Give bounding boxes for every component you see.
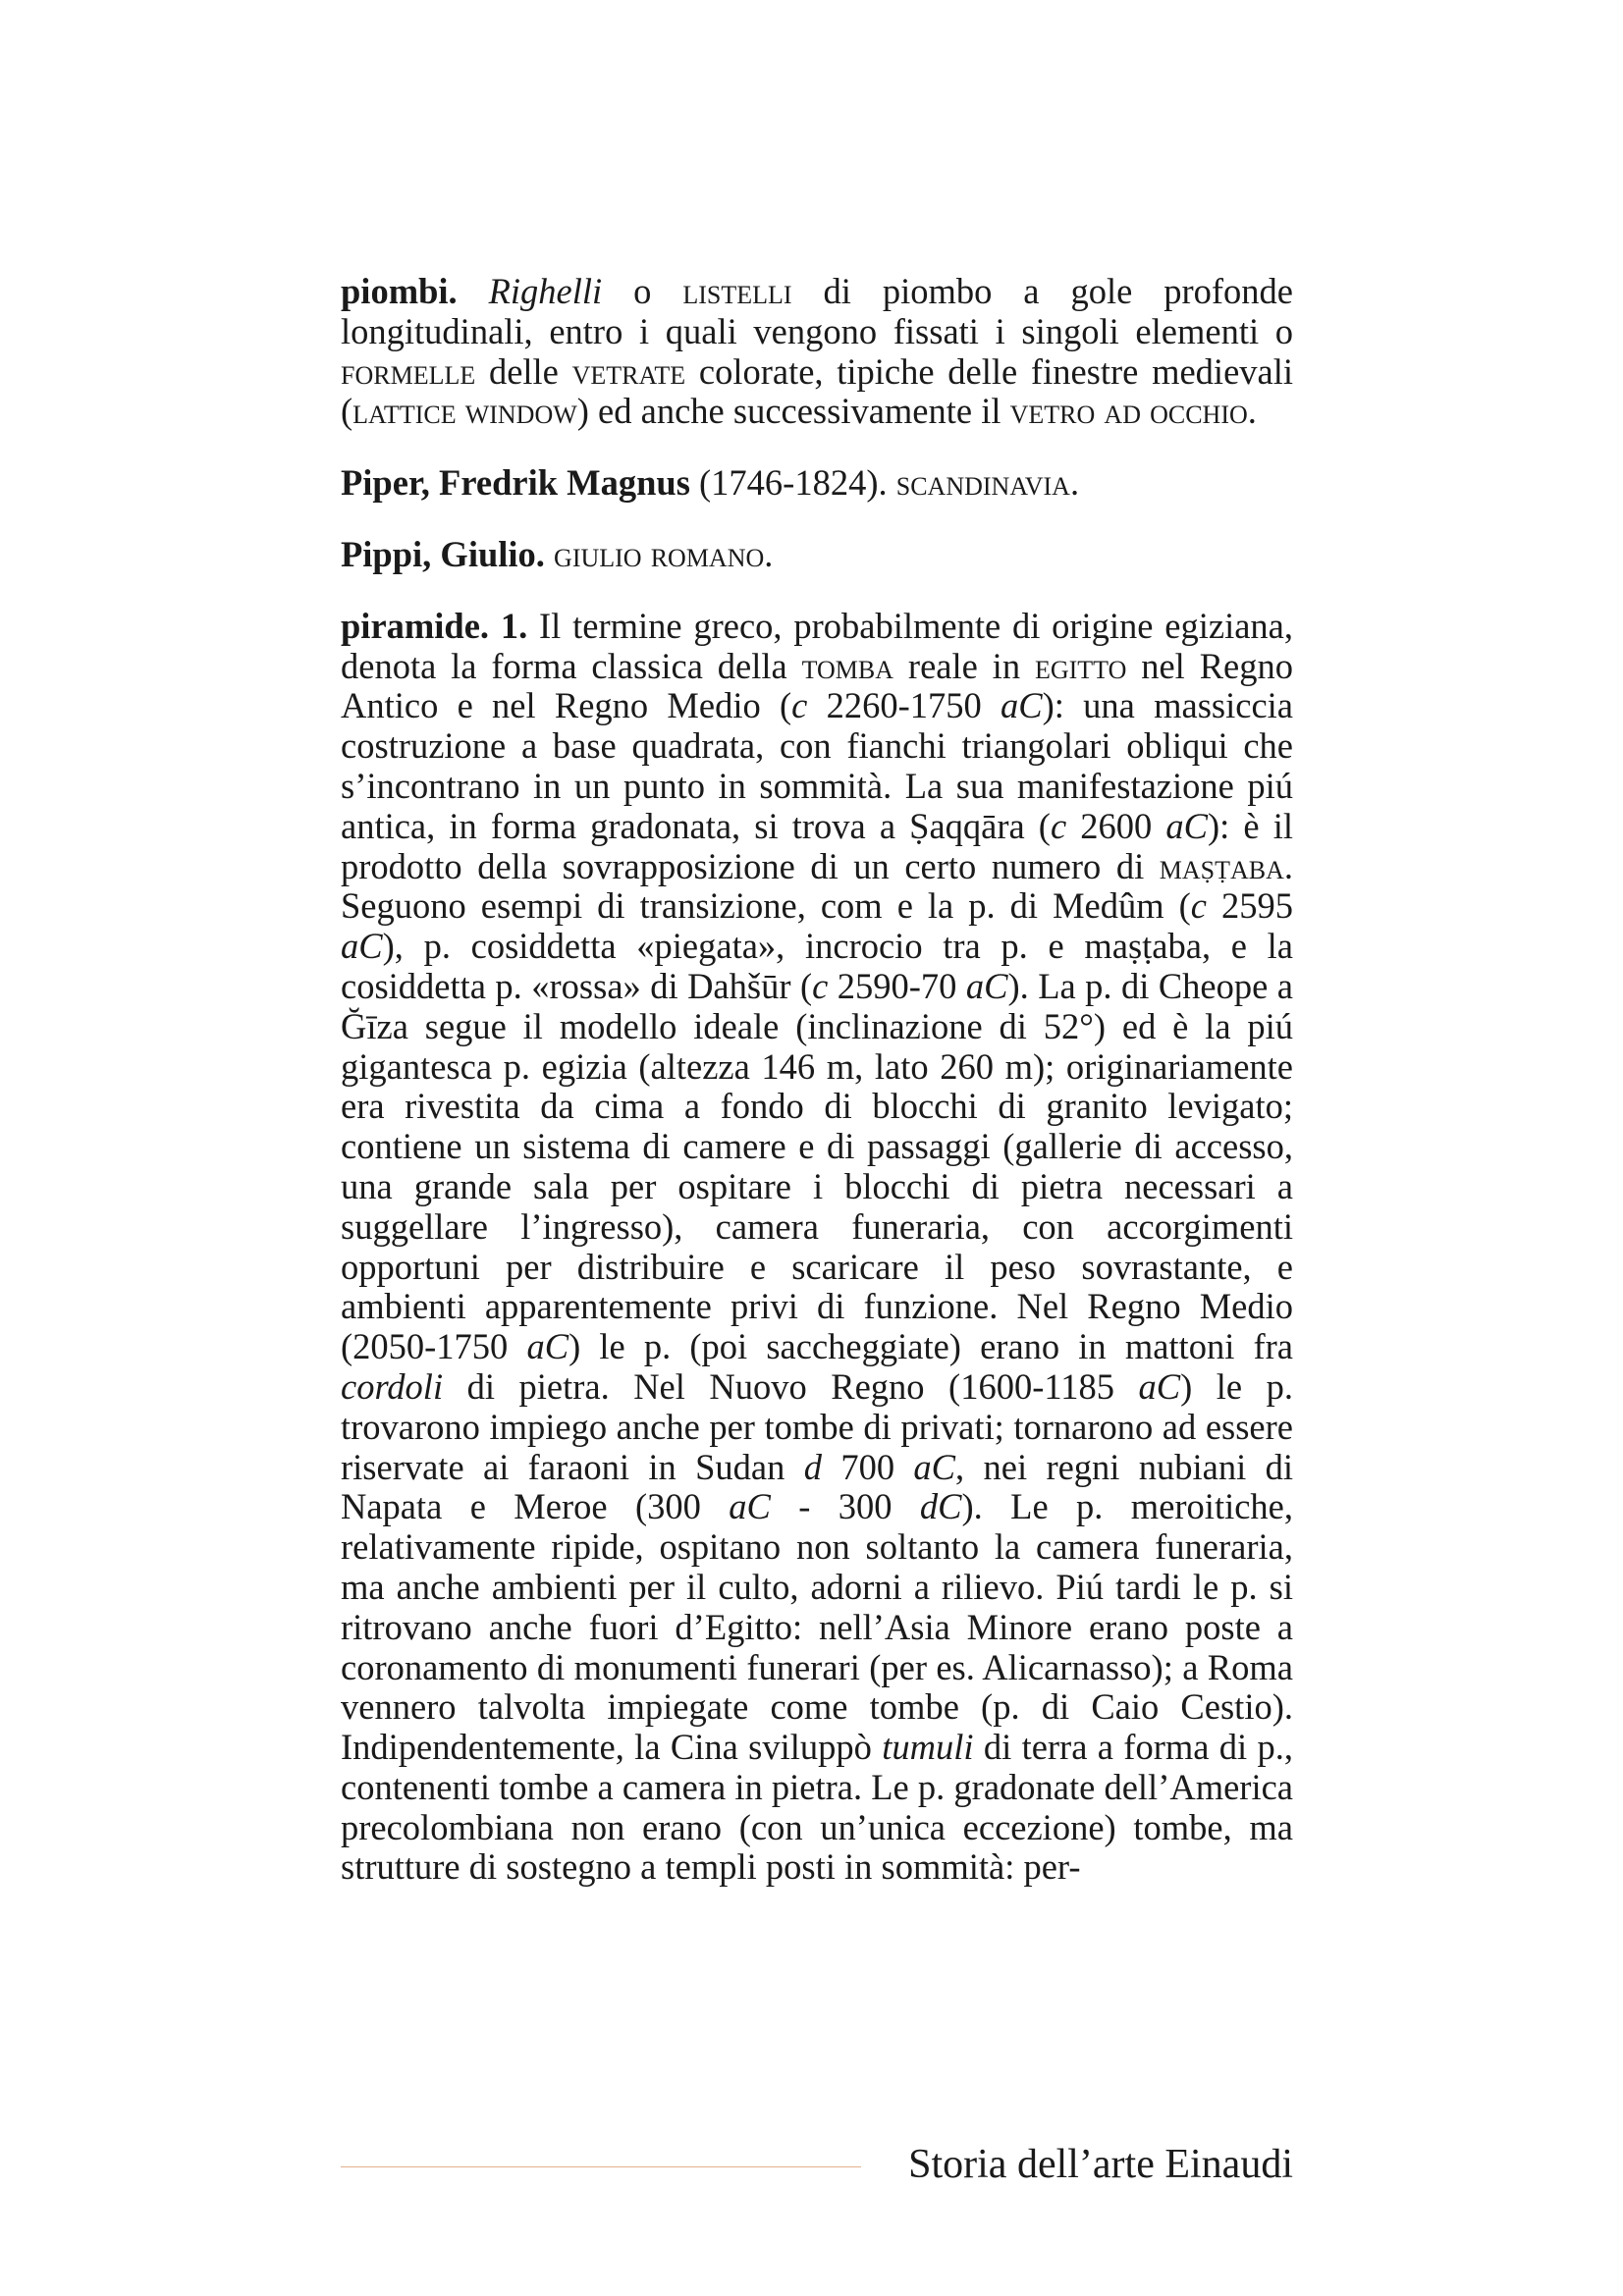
text-run: ). Le p. meroitiche, relativamente ripide, ospitano non soltanto la camera funeraria, ma anche ambienti per il culto, adorni a rilievo. Piú tardi le p. si ritrovano anche fuori d’Egitto: nell’Asia Minore erano poste a coronamento di monumenti funerari (per es. Alicarnasso); a Roma vennero talvolta impiegate come tombe (p. di Caio Cestio). Indipendentemente, la Cina sviluppò	[341, 1486, 1294, 1768]
text-run: .	[1069, 462, 1080, 504]
text-run	[545, 534, 554, 574]
entry-text	[690, 462, 1079, 503]
text-run: , nei regni nubiani di Napata e Meroe (300	[341, 1446, 1294, 1527]
text-run: (1746-1824).	[689, 462, 896, 504]
cross-reference: listelli	[682, 271, 792, 311]
text-run	[458, 271, 489, 311]
text-run: ) le p. trovarono impiego anche per tombe di privati; tornarono ad essere riservate ai faraoni in Sudan	[341, 1365, 1293, 1487]
italic-term: dC	[919, 1486, 962, 1527]
text-run: o	[602, 271, 683, 311]
cross-reference: vetro ad occhio	[1009, 391, 1248, 432]
italic-term: aC	[526, 1326, 569, 1367]
text-run: di terra a forma di p., contenenti tombe a camera in pietra. Le p. gradonate dell’America precolombiana non erano (con un’unica eccezione) tombe, ma strutture di sostegno a templi posti in sommità: per-	[341, 1727, 1293, 1888]
text-run: ) le p. (poi saccheggiate) erano in mattoni fra	[568, 1326, 1294, 1367]
text-run: nel Regno Antico e nel Regno Medio (	[341, 645, 1293, 726]
text-run: .	[1247, 391, 1257, 432]
italic-term: c	[812, 965, 829, 1006]
text-run: delle	[475, 350, 572, 392]
entry-text	[341, 606, 1293, 1888]
italic-term: aC	[965, 965, 1008, 1006]
cross-reference: scandinavia	[895, 462, 1070, 504]
footer-rule	[341, 2166, 861, 2167]
italic-term: c	[1050, 805, 1067, 846]
text-run: 700	[821, 1446, 914, 1487]
text-run: - 300	[770, 1486, 920, 1527]
text-run: ): una massiccia costruzione a base quadrata, con fianchi triangolari obliqui che s’incontrano in un punto in sommità. La sua manifestazione piú antica, in forma gradonata, si trova a Ṣaqqāra (	[341, 685, 1293, 846]
text-run: 2595	[1206, 885, 1293, 927]
italic-term: aC	[729, 1486, 771, 1527]
cross-reference: formelle	[341, 350, 476, 392]
text-run: 2590-70	[828, 965, 966, 1006]
entry-piper	[341, 463, 1293, 504]
dictionary-text	[341, 272, 1293, 1888]
entry-text	[341, 271, 1293, 431]
text-run: 2260-1750	[807, 685, 1001, 726]
italic-term: aC	[913, 1446, 956, 1487]
italic-term: aC	[1138, 1365, 1181, 1407]
italic-term: aC	[1165, 805, 1209, 846]
text-run: reale in	[893, 645, 1035, 686]
text-run: di pietra. Nel Nuovo Regno (1600-1185	[443, 1365, 1139, 1407]
italic-term: aC	[1001, 685, 1043, 726]
text-run: ), p. cosiddetta «piegata», incrocio tra p. e maṣṭaba, e la cosiddetta p. «rossa» di Dahšūr (	[341, 926, 1293, 1006]
cross-reference: tomba	[801, 645, 894, 686]
footer-title: Storia dell’arte Einaudi	[908, 2142, 1293, 2187]
entry-headword: Piper, Fredrik Magnus	[341, 462, 690, 504]
cross-reference: egitto	[1034, 645, 1127, 686]
cross-reference: giulio romano	[554, 533, 765, 574]
text-run: 2600	[1066, 805, 1166, 846]
text-run: .	[764, 533, 774, 574]
text-run: Il termine greco, probabilmente di origine egiziana, denota la forma classica della	[341, 605, 1294, 686]
text-run: . Seguono esempi di transizione, com e la p. di Medûm (	[341, 845, 1293, 927]
text-run: ). La p. di Cheope a Ğīza segue il modello ideale (inclinazione di 52°) ed è la piú gigantesca p. egizia (altezza 146 m, lato 260 m); originariamente era rivestita da cima a fondo di blocchi di granito levigato; contiene un sistema di camere e di passaggi (gallerie di accesso, una grande sala per ospitare i blocchi di pietra necessari a suggellare l’ingresso), camera funeraria, con accorgimenti opportuni per distribuire e scaricare il peso sovrastante, e ambienti apparentemente privi di funzione. Nel Regno Medio (2050-1750	[341, 965, 1293, 1367]
entry-text	[545, 534, 773, 574]
cross-reference: vetrate	[571, 350, 686, 392]
cross-reference: lattice window	[352, 391, 577, 432]
text-run: colorate, tipiche delle finestre medievali (	[341, 350, 1294, 432]
cross-reference: maṣṭaba	[1159, 845, 1284, 886]
entry-piombi	[341, 272, 1293, 432]
italic-term: Righelli	[488, 271, 603, 311]
entry-headword: Pippi, Giulio.	[341, 533, 545, 574]
text-run: ) ed anche successivamente il	[576, 391, 1010, 432]
italic-term: cordoli	[341, 1365, 444, 1407]
italic-term: c	[1190, 885, 1207, 927]
entry-piramide	[341, 607, 1293, 1889]
entry-headword: piombi.	[341, 271, 458, 311]
text-run: di piombo a gole profonde longitudinali, entro i quali vengono fissati i singoli elementi o	[341, 271, 1294, 351]
italic-term: c	[791, 685, 808, 726]
italic-term: aC	[341, 926, 383, 967]
italic-term: tumuli	[882, 1727, 974, 1768]
entry-pippi	[341, 535, 1293, 575]
text-run: ): è il prodotto della sovrapposizione di un certo numero di	[341, 805, 1294, 886]
entry-headword: piramide. 1.	[341, 605, 528, 646]
italic-term: d	[803, 1446, 822, 1487]
